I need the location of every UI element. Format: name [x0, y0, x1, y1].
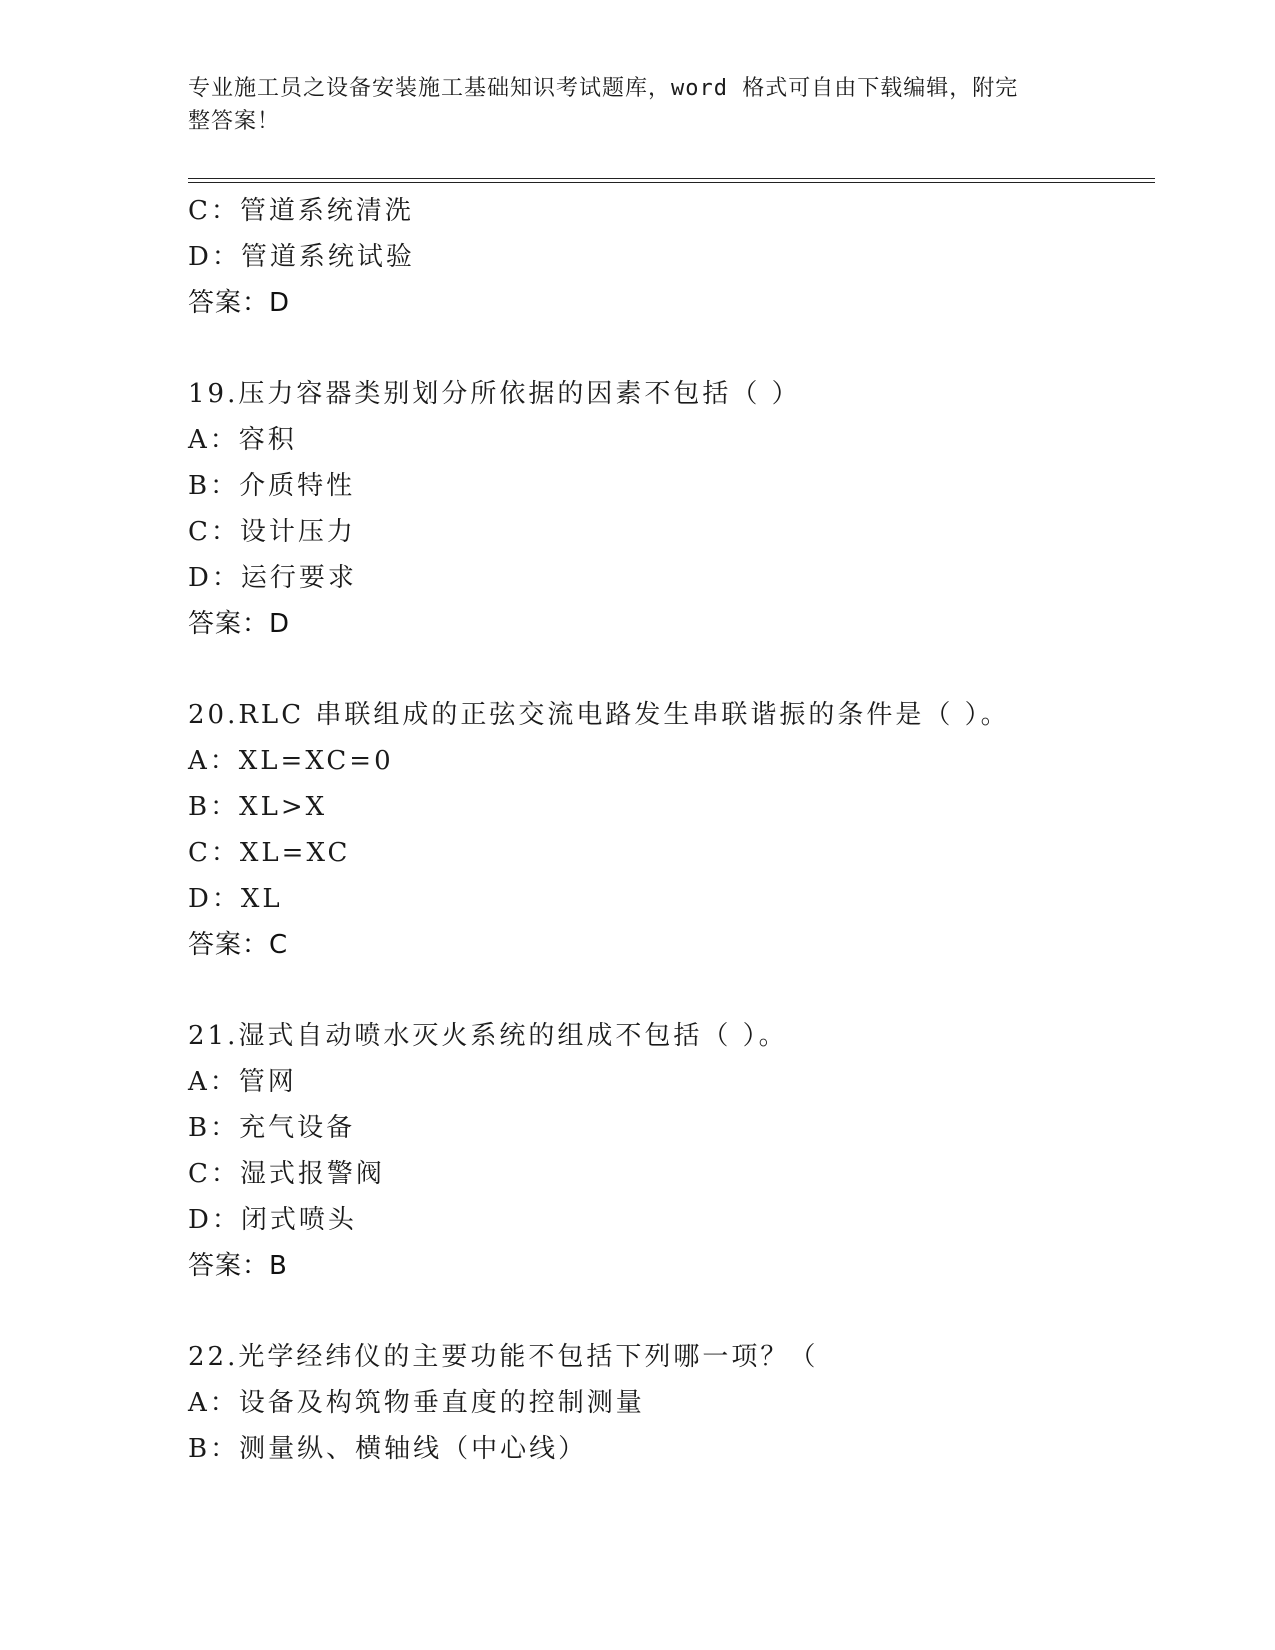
document-header	[188, 72, 1088, 138]
answer-line: 答案：B	[188, 1251, 288, 1281]
option-d: D：运行要求	[188, 563, 357, 593]
option-d: D：闭式喷头	[188, 1205, 357, 1235]
spacer	[188, 1289, 1148, 1334]
option-c: C：设计压力	[188, 517, 356, 547]
option-b: B：XL>X	[188, 792, 328, 822]
option-a: A：XL=XC=0	[188, 746, 394, 776]
question-stem: 21.湿式自动喷水灭火系统的组成不包括（ ）。	[188, 1021, 788, 1051]
option-a: A：管网	[188, 1067, 297, 1097]
question-stem: 19.压力容器类别划分所依据的因素不包括（ ）	[188, 379, 801, 409]
answer-line: 答案：C	[188, 930, 289, 960]
question-21	[188, 1013, 1148, 1289]
header-line-1: 专业施工员之设备安装施工基础知识考试题库，word 格式可自由下载编辑，附完	[188, 76, 1019, 101]
question-22	[188, 1334, 1148, 1472]
option-d: D：XL	[188, 884, 283, 914]
spacer	[188, 647, 1148, 692]
header-line-2: 整答案！	[188, 109, 281, 134]
option-a: A：容积	[188, 425, 297, 455]
option-b: B：充气设备	[188, 1113, 356, 1143]
option-b: B：介质特性	[188, 471, 356, 501]
answer-line: 答案：D	[188, 609, 291, 639]
question-20	[188, 692, 1148, 968]
question-18-fragment	[188, 188, 1148, 326]
spacer	[188, 968, 1148, 1013]
option-b: B：测量纵、横轴线（中心线）	[188, 1434, 588, 1464]
option-c: C：XL=XC	[188, 838, 351, 868]
option-d: D：管道系统试验	[188, 242, 415, 272]
header-divider-top	[188, 178, 1155, 179]
question-stem: 20.RLC 串联组成的正弦交流电路发生串联谐振的条件是（ ）。	[188, 700, 1010, 730]
answer-line: 答案：D	[188, 288, 291, 318]
option-a: A：设备及构筑物垂直度的控制测量	[188, 1388, 645, 1418]
option-c: C：湿式报警阀	[188, 1159, 385, 1189]
option-c: C：管道系统清洗	[188, 196, 414, 226]
question-list	[188, 188, 1148, 1472]
question-19	[188, 371, 1148, 647]
spacer	[188, 326, 1148, 371]
question-stem: 22.光学经纬仪的主要功能不包括下列哪一项？（	[188, 1342, 819, 1372]
header-divider-bottom	[188, 182, 1155, 183]
